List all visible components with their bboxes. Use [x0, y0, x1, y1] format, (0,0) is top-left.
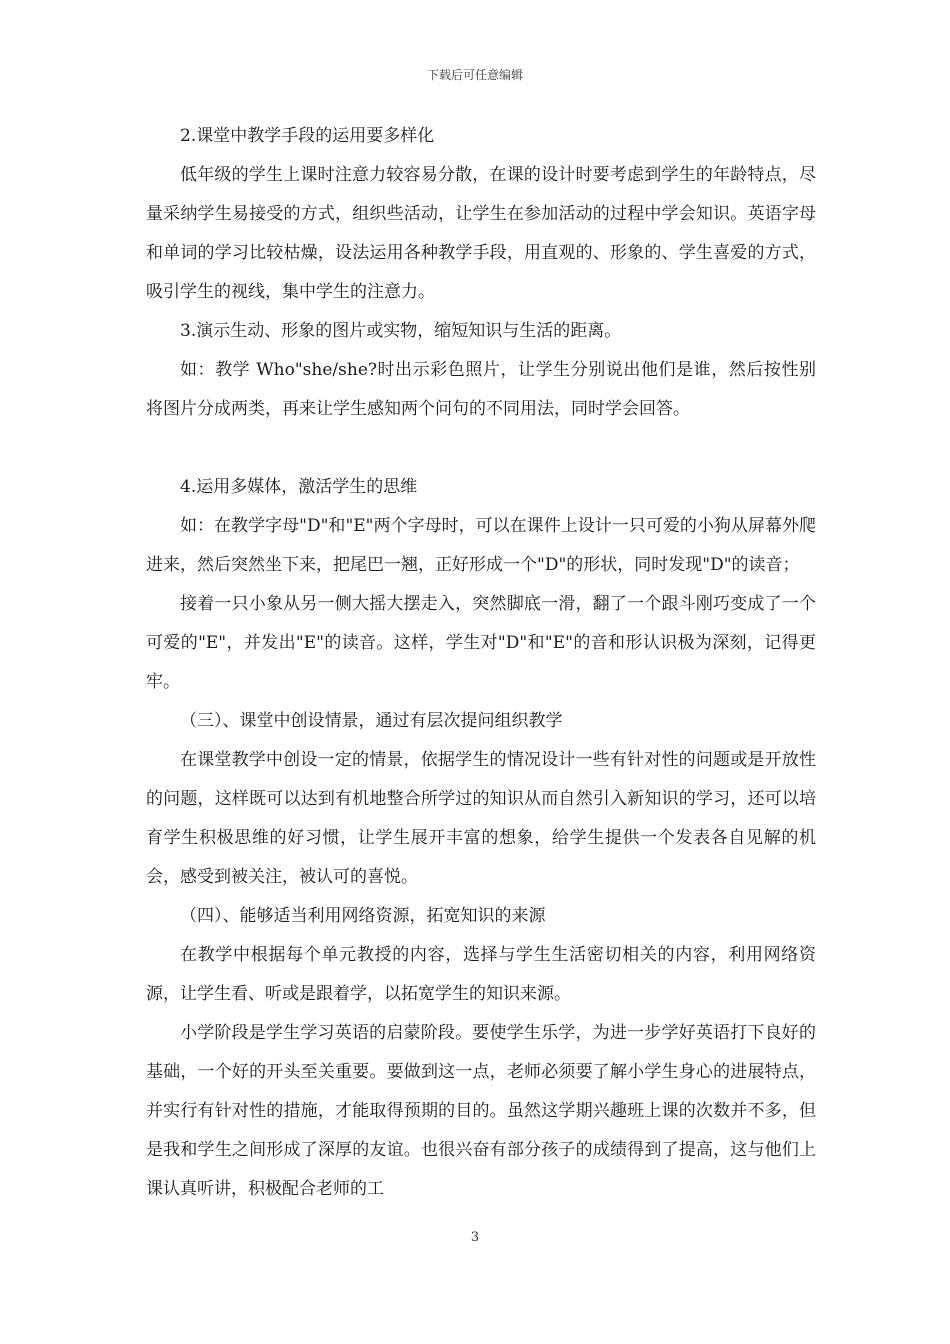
heading-teaching-methods: 2.课堂中教学手段的运用要多样化 [180, 126, 435, 146]
paragraph-puppy-example: 如：在教学字母"D"和"E"两个字母时，可以在课件上设计一只可爱的小狗从屏幕外爬进来，然后突然坐下来，把尾巴一翘，正好形成一个"D"的形状，同时发现"D"的读音； [146, 516, 816, 575]
paragraph-network: 在教学中根据每个单元教授的内容，选择与学生生活密切相关的内容，利用网络资源，让学生看、听或是跟着学，以拓宽学生的知识来源。 [146, 945, 816, 1004]
paragraph-attention: 低年级的学生上课时注意力较容易分散，在课的设计时要考虑到学生的年龄特点，尽量采纳学生易接受的方式，组织些活动，让学生在参加活动的过程中学会知识。英语字母和单词的学习比较枯燥，设法运用各种教学手段，用直观的、形象的、学生喜爱的方式，吸引学生的视线，集中学生的注意力。 [146, 165, 816, 302]
heading-pictures: 3.演示生动、形象的图片或实物，缩短知识与生活的距离。 [180, 321, 622, 341]
page-number: 3 [470, 1230, 480, 1245]
paragraph-conclusion: 小学阶段是学生学习英语的启蒙阶段。要使学生乐学，为进一步学好英语打下良好的基础，一个好的开头至关重要。要做到这一点，老师必须要了解小学生身心的进展特点，并实行有针对性的措施，才能取得预期的目的。虽然这学期兴趣班上课的次数并不多，但是我和学生之间形成了深厚的友谊。也很兴奋有部分孩子的成绩得到了提高，这与他们上课认真听讲，积极配合老师的工 [146, 1023, 816, 1199]
heading-multimedia: 4.运用多媒体，激活学生的思维 [180, 477, 418, 497]
heading-network: （四）、能够适当利用网络资源，拓宽知识的来源 [180, 906, 546, 926]
heading-scenarios: （三）、课堂中创设情景，通过有层次提问组织教学 [180, 711, 563, 731]
document-body [146, 117, 816, 1209]
paragraph-photo-example: 如：教学 Who"she/she?时出示彩色照片，让学生分别说出他们是谁，然后按性别将图片分成两类，再来让学生感知两个问句的不同用法，同时学会回答。 [146, 360, 816, 419]
paragraph-elephant-example: 接着一只小象从另一侧大摇大摆走入，突然脚底一滑，翻了一个跟斗刚巧变成了一个可爱的"E"，并发出"E"的读音。这样，学生对"D"和"E"的音和形认识极为深刻，记得更牢。 [146, 594, 816, 692]
page-header: 下载后可任意编辑 [426, 68, 523, 82]
paragraph-scenarios: 在课堂教学中创设一定的情景，依据学生的情况设计一些有针对性的问题或是开放性的问题，这样既可以达到有机地整合所学过的知识从而自然引入新知识的学习，还可以培育学生积极思维的好习惯，让学生展开丰富的想象，给学生提供一个发表各自见解的机会，感受到被关注，被认可的喜悦。 [146, 750, 816, 887]
